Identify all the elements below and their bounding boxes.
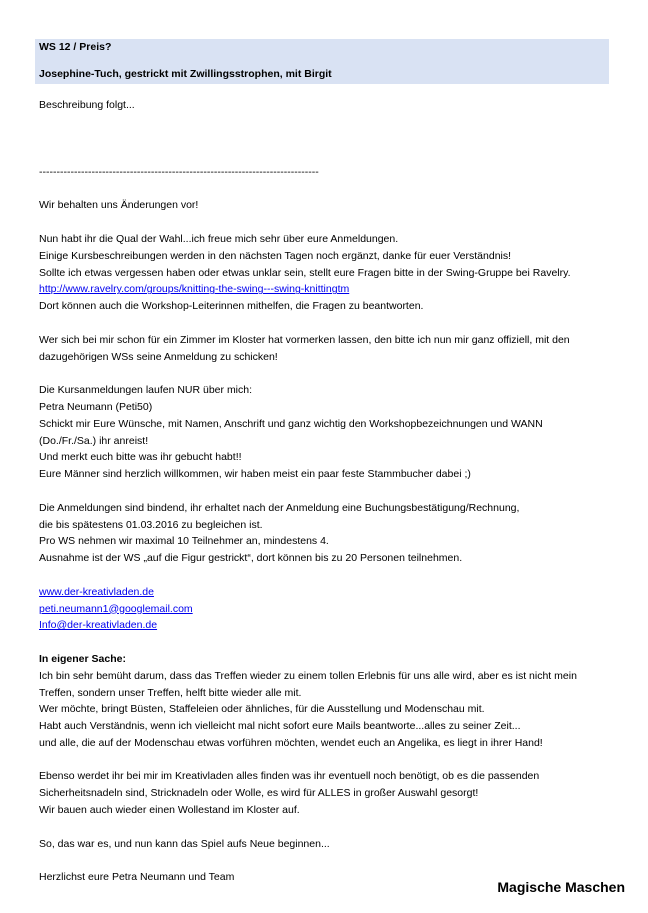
brand-name: Magische Maschen <box>497 879 625 895</box>
para1-line: Einige Kursbeschreibungen werden in den nächsten Tagen noch ergänzt, danke für euer Verständnis! <box>39 249 512 262</box>
para6-line: Sicherheitsnadeln sind, Stricknadeln oder Wolle, es wird für ALLES in großer Auswahl gesorgt! <box>39 787 479 800</box>
para1-line: Dort können auch die Workshop-Leiterinnen mithelfen, die Fragen zu beantworten. <box>39 300 424 313</box>
workshop-title: Josephine-Tuch, gestrickt mit Zwillingsstrophen, mit Birgit <box>39 68 332 80</box>
para4-line: die bis spätestens 01.03.2016 zu begleichen ist. <box>39 518 263 531</box>
document-body <box>39 97 619 886</box>
para4-line: Die Anmeldungen sind bindend, ihr erhaltet nach der Anmeldung eine Buchungsbestätigung/Rechnung, <box>39 501 520 514</box>
para2-line: Wer sich bei mir schon für ein Zimmer im Kloster hat vormerken lassen, den bitte ich nun mir ganz offiziell, mit den <box>39 333 570 346</box>
para3-line: Die Kursanmeldungen laufen NUR über mich: <box>39 384 253 397</box>
website-link[interactable]: www.der-kreativladen.de <box>39 585 154 598</box>
para3-line: Eure Männer sind herzlich willkommen, wir haben meist ein paar feste Stammbucher dabei ;) <box>39 468 471 481</box>
para4-line: Ausnahme ist der WS „auf die Figur gestrickt“, dort können bis zu 20 Personen teilnehmen. <box>39 552 463 565</box>
para1-line: Sollte ich etwas vergessen haben oder etwas unklar sein, stellt eure Fragen bitte in der Swing-Gruppe bei Ravelry. <box>39 266 571 279</box>
own-matter-heading: In eigener Sache: <box>39 652 126 665</box>
info-email-link[interactable]: Info@der-kreativladen.de <box>39 619 158 632</box>
para1-line: Nun habt ihr die Qual der Wahl...ich freue mich sehr über eure Anmeldungen. <box>39 232 399 245</box>
email-link[interactable]: peti.neumann1@googlemail.com <box>39 602 193 615</box>
para3-line: (Do./Fr./Sa.) ihr anreist! <box>39 434 149 447</box>
para2-line: dazugehörigen WSs seine Anmeldung zu schicken! <box>39 350 278 363</box>
para3-line: Petra Neumann (Peti50) <box>39 400 153 413</box>
closing-line: So, das war es, und nun kann das Spiel aufs Neue beginnen... <box>39 837 330 850</box>
para5-line: Habt auch Verständnis, wenn ich vielleicht mal nicht sofort eure Mails beantworte...alles zu seiner Zeit... <box>39 720 521 733</box>
para3-line: Schickt mir Eure Wünsche, mit Namen, Anschrift und ganz wichtig den Workshopbezeichnungen und WANN <box>39 417 543 430</box>
workshop-number: WS 12 / Preis? <box>39 41 112 53</box>
para3-line: Und merkt euch bitte was ihr gebucht habt!! <box>39 451 242 464</box>
para5-line: Wer möchte, bringt Büsten, Staffeleien oder ähnliches, für die Ausstellung und Modenschau mit. <box>39 703 485 716</box>
notice-text: Wir behalten uns Änderungen vor! <box>39 199 199 212</box>
para5-line: Ich bin sehr bemüht darum, dass das Treffen wieder zu einem tollen Erlebnis für uns alle wird, aber es ist nicht mein <box>39 669 577 682</box>
description-text: Beschreibung folgt... <box>39 99 135 111</box>
workshop-header <box>35 39 609 84</box>
ravelry-link[interactable]: http://www.ravelry.com/groups/knitting-the-swing---swing-knittingtm <box>39 283 350 296</box>
signature-line: Herzlichst eure Petra Neumann und Team <box>39 871 235 884</box>
para6-line: Wir bauen auch wieder einen Wollestand im Kloster auf. <box>39 804 300 817</box>
para5-line: und alle, die auf der Modenschau etwas vorführen möchten, wendet euch an Angelika, es liegt in ihrer Hand! <box>39 736 543 749</box>
para6-line: Ebenso werdet ihr bei mir im Kreativladen alles finden was ihr eventuell noch benötigt, ob es die passenden <box>39 770 540 783</box>
separator-line: -------------------------------------------------------------------------------- <box>39 165 319 178</box>
para5-line: Treffen, sondern unser Treffen, helft bitte wieder alle mit. <box>39 686 302 699</box>
para4-line: Pro WS nehmen wir maximal 10 Teilnehmer an, mindestens 4. <box>39 535 329 548</box>
